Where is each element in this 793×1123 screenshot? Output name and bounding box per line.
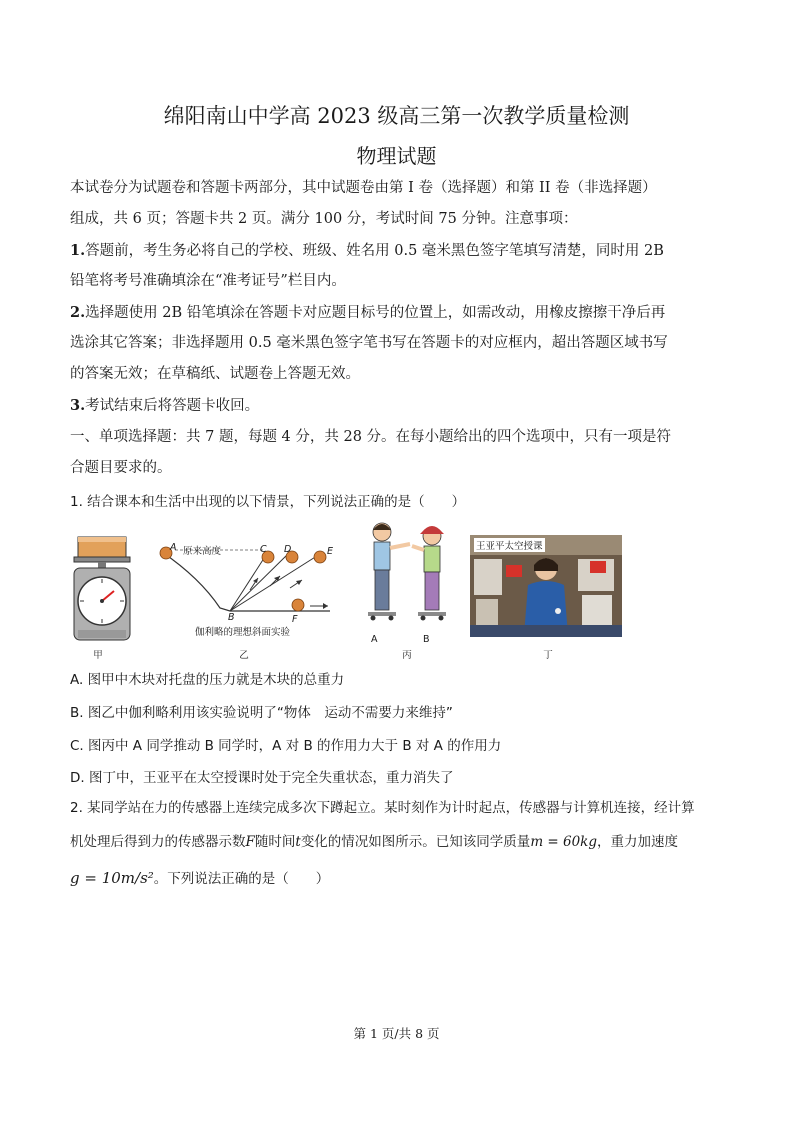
note-2-line-1 (70, 297, 725, 329)
note-1-line-1 (70, 235, 725, 267)
question-2-text-d: ，重力加速度 (597, 834, 679, 850)
question-1-option-c: C. 图丙中 A 同学推动 B 同学时，A 对 B 的作用力大于 B 对 A 的作用力 (70, 738, 502, 754)
intro-line-2: 组成，共 6 页；答题卡共 2 页。满分 100 分，考试时间 75 分钟。注意事项： (70, 211, 578, 227)
figure-ding-photo-caption: 王亚平太空授课 (474, 538, 545, 552)
figure-bing-skaters (360, 518, 455, 638)
note-1-line-2: 铅笔将考号准确填涂在“准考证号”栏目内。 (70, 273, 346, 289)
note-2-line-3: 的答案无效；在草稿纸、试题卷上答题无效。 (70, 366, 360, 382)
note-2-number: 2. (70, 304, 86, 321)
gravity-value: g = 10m/s² (70, 869, 154, 887)
exam-title: 绵阳南山中学高 2023 级高三第一次教学质量检测 (163, 104, 630, 128)
figure-bing-skater-a: A (371, 634, 378, 645)
exam-subtitle: 物理试题 (356, 144, 437, 168)
figure-bing-skater-b: B (423, 634, 430, 645)
figure-bing-label: 丙 (402, 650, 412, 661)
variable-f: F (245, 834, 255, 850)
note-3-text: 考试结束后将答题卡收回。 (85, 398, 260, 414)
mass-value: m = 60kg (530, 834, 598, 850)
question-2-text-c: 变化的情况如图所示。已知该同学质量 (300, 834, 531, 850)
note-1-number: 1. (70, 242, 86, 259)
figure-yi-point-f: F (292, 614, 298, 625)
question-1-option-a: A. 图甲中木块对托盘的压力就是木块的总重力 (70, 672, 345, 688)
figure-yi-galileo-incline (150, 538, 340, 638)
question-2-line-2 (70, 830, 730, 850)
note-3-line-1 (70, 390, 725, 422)
question-2-text-b: 随时间 (254, 834, 296, 850)
question-1-option-b: B. 图乙中伽利略利用该实验说明了“物体 运动不需要力来维持” (70, 705, 453, 721)
figure-yi-label: 乙 (239, 650, 249, 661)
section-1-heading-line-2: 合题目要求的。 (70, 460, 172, 476)
question-2-text-a: 机处理后得到力的传感器示数 (70, 834, 246, 850)
figure-ding-label: 丁 (543, 650, 553, 661)
question-1-option-d: D. 图丁中，王亚平在太空授课时处于完全失重状态，重力消失了 (70, 770, 454, 786)
figure-yi-caption: 伽利略的理想斜面实验 (195, 627, 291, 638)
figure-jia-scale (70, 535, 134, 645)
note-1-text: 答题前，考生务必将自己的学校、班级、姓名用 0.5 毫米黑色签字笔填写清楚，同时用 2B (85, 243, 664, 259)
note-2-line-2: 选涂其它答案；非选择题用 0.5 毫米黑色签字笔书写在答题卡的对应框内，超出答题区域书写 (70, 335, 668, 351)
figure-yi-point-c: C (260, 544, 267, 555)
figure-yi-point-b: B (228, 612, 235, 623)
question-2-text-e: 。下列说法正确的是（ ） (153, 871, 330, 887)
note-3-number: 3. (70, 397, 86, 414)
figure-yi-point-d: D (284, 544, 292, 555)
figure-jia-label: 甲 (93, 650, 103, 661)
variable-t: t (295, 834, 301, 850)
note-2-text: 选择题使用 2B 铅笔填涂在答题卡对应题目标号的位置上，如需改动，用橡皮擦擦干净后再 (85, 305, 666, 321)
section-1-heading-line-1: 一、单项选择题：共 7 题，每题 4 分，共 28 分。在每小题给出的四个选项中，只有一项是符 (70, 429, 672, 445)
figure-yi-point-a: A (170, 542, 177, 553)
intro-line-1: 本试卷分为试题卷和答题卡两部分，其中试题卷由第 I 卷（选择题）和第 II 卷（非选择题） (70, 180, 657, 196)
figure-yi-original-height: 原来高度 (183, 546, 222, 557)
question-2-line-3 (70, 867, 730, 887)
figure-yi-point-e: E (327, 546, 334, 557)
page-footer: 第 1 页/共 8 页 (353, 1026, 440, 1041)
question-1-stem: 1. 结合课本和生活中出现的以下情景，下列说法正确的是（ ） (70, 494, 466, 510)
question-2-line-1: 2. 某同学站在力的传感器上连续完成多次下蹲起立。某时刻作为计时起点，传感器与计算机连接，经计算 (70, 800, 695, 816)
